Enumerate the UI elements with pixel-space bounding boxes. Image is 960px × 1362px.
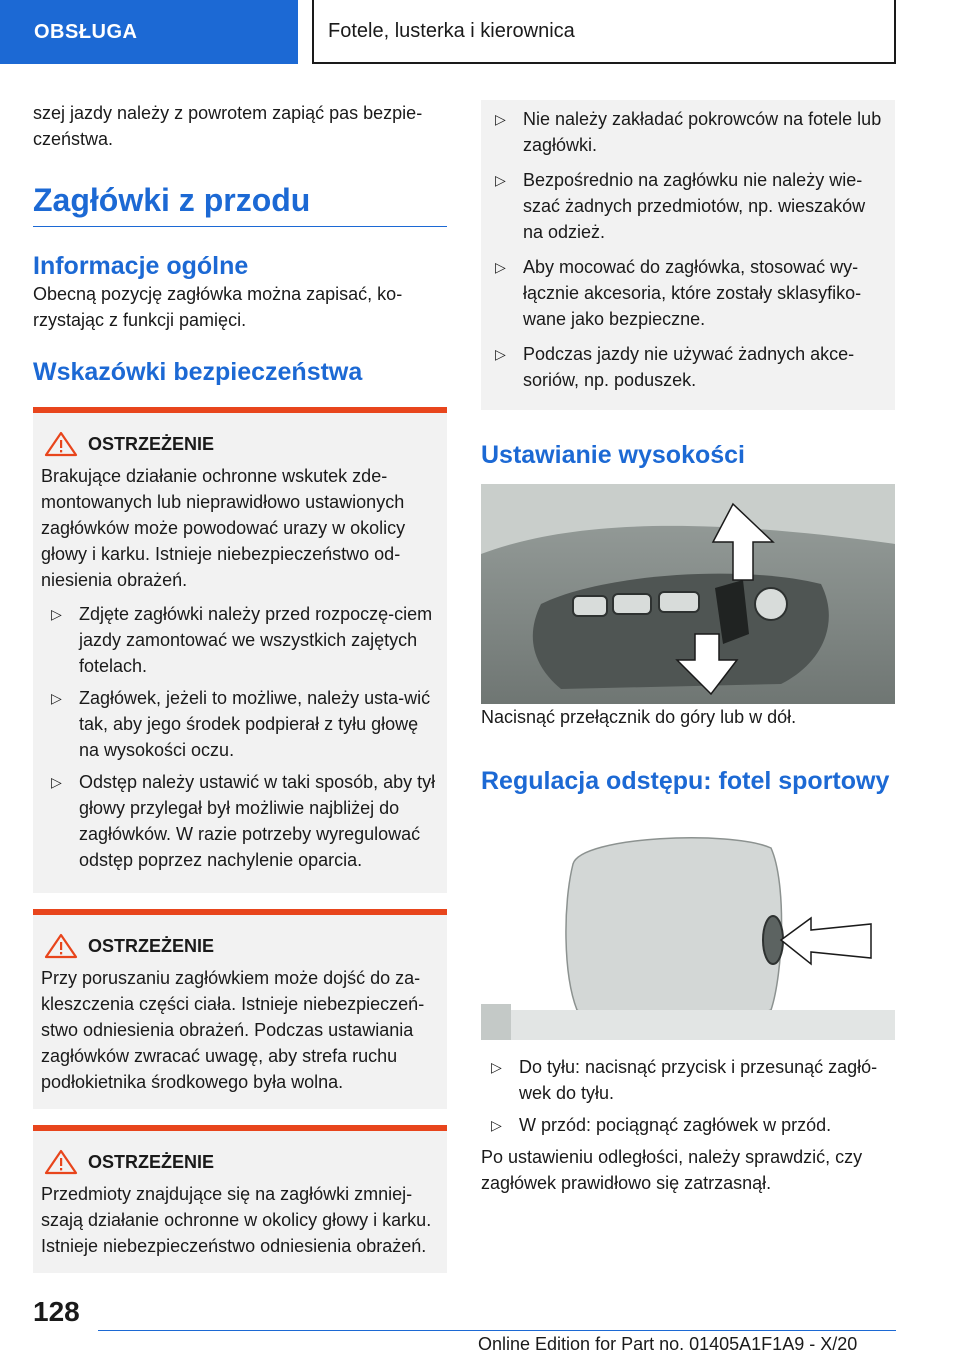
continued-warning-box [481,100,895,410]
headrest-illustration [481,824,895,1040]
header-section-tab: OBSŁUGA [0,0,298,64]
general-text: Obecną pozycję zagłówka można zapisać, ko-rzystając z funkcji pamięci. [33,284,403,330]
continued-warning-list [485,106,885,393]
distance-text: Po ustawieniu odległości, należy sprawdzić, czy zagłówek prawidłowo się zatrzasnął. [481,1147,863,1193]
warning-box [33,1125,447,1273]
height-heading: Ustawianie wysokości [481,441,746,469]
warning-title-row [41,431,437,457]
left-column [33,100,447,1289]
distance-heading: Regulacja odstępu: fotel sportowy [481,767,890,795]
intro-text: szej jazdy należy z powrotem zapiąć pas bezpie-czeństwa. [33,103,423,149]
warning-title: OSTRZEŻENIE [88,935,215,956]
warning-title: OSTRZEŻENIE [88,433,215,454]
warning-triangle-icon [44,431,78,457]
warning-text: Przy poruszaniu zagłówkiem może dojść do za-kleszczenia części ciała. Istnieje niebezpieczeń-stwo odniesienia obrażeń. Podczas ustawiania zagłówków zwracać uwagę, aby strefa ruchu podłokietnika środkowego była wolna. [41,968,425,1092]
list-item: ▷ Nie należy zakładać pokrowców na fotele lub zagłówki. [485,106,885,158]
safety-heading: Wskazówki bezpieczeństwa [33,358,363,386]
footer-divider [98,1330,896,1331]
warning-text: Przedmioty znajdujące się na zagłówki zmniej-szają działanie ochronne w okolicy głowy i karku. Istnieje niebezpieczeństwo odniesienia obrażeń. [41,1184,432,1256]
list-item: ▷ Odstęp należy ustawić w taki sposób, aby tył głowy przylegał był możliwie najbliżej do zagłówków. W razie potrzeby wyregulować odstęp poprzez nachylenie oparcia. [41,769,437,873]
list-item: ▷ Podczas jazdy nie używać żadnych akce-soriów, np. poduszek. [485,341,885,393]
seat-switch-illustration [481,484,895,704]
footer-edition: Online Edition for Part no. 01405A1F1A9 - X/20 [478,1334,858,1354]
height-caption: Nacisnąć przełącznik do góry lub w dół. [481,707,797,727]
warning-title: OSTRZEŻENIE [88,1151,215,1172]
warning-text: Brakujące działanie ochronne wskutek zde-montowanych lub nieprawidłowo ustawionych zagłówków może powodować urazy w okolicy głowy i karku. Istnieje niebezpieczeństwo od-niesienia obrażeń. [41,466,406,590]
warning-list [41,601,437,873]
page-number: 128 [33,1296,80,1327]
list-item: ▷ Do tyłu: nacisnąć przycisk i przesunąć zagłó-wek do tyłu. [481,1054,895,1106]
warning-box [33,909,447,1109]
list-item: ▷ Zagłówek, jeżeli to możliwe, należy usta-wić tak, aby jego środek podpierał z tyłu głowę na wysokości oczu. [41,685,437,763]
list-item: ▷ Aby mocować do zagłówka, stosować wy-łącznie akcesoria, które zostały sklasyfiko-wane jako bezpieczne. [485,254,885,332]
warning-box [33,407,447,893]
warning-title-row [41,933,437,959]
main-heading: Zagłówki z przodu [33,180,447,227]
right-column [481,100,895,1196]
header-chapter-title: Fotele, lusterka i kierownica [312,0,896,64]
warning-triangle-icon [44,1149,78,1175]
distance-list [481,1054,895,1138]
general-heading: Informacje ogólne [33,252,249,280]
list-item: ▷ W przód: pociągnąć zagłówek w przód. [481,1112,895,1138]
warning-triangle-icon [44,933,78,959]
warning-title-row [41,1149,437,1175]
list-item: ▷ Bezpośrednio na zagłówku nie należy wie-szać żadnych przedmiotów, np. wieszaków na odzież. [485,167,885,245]
list-item: ▷ Zdjęte zagłówki należy przed rozpoczę-ciem jazdy zamontować we wszystkich zajętych fotelach. [41,601,437,679]
